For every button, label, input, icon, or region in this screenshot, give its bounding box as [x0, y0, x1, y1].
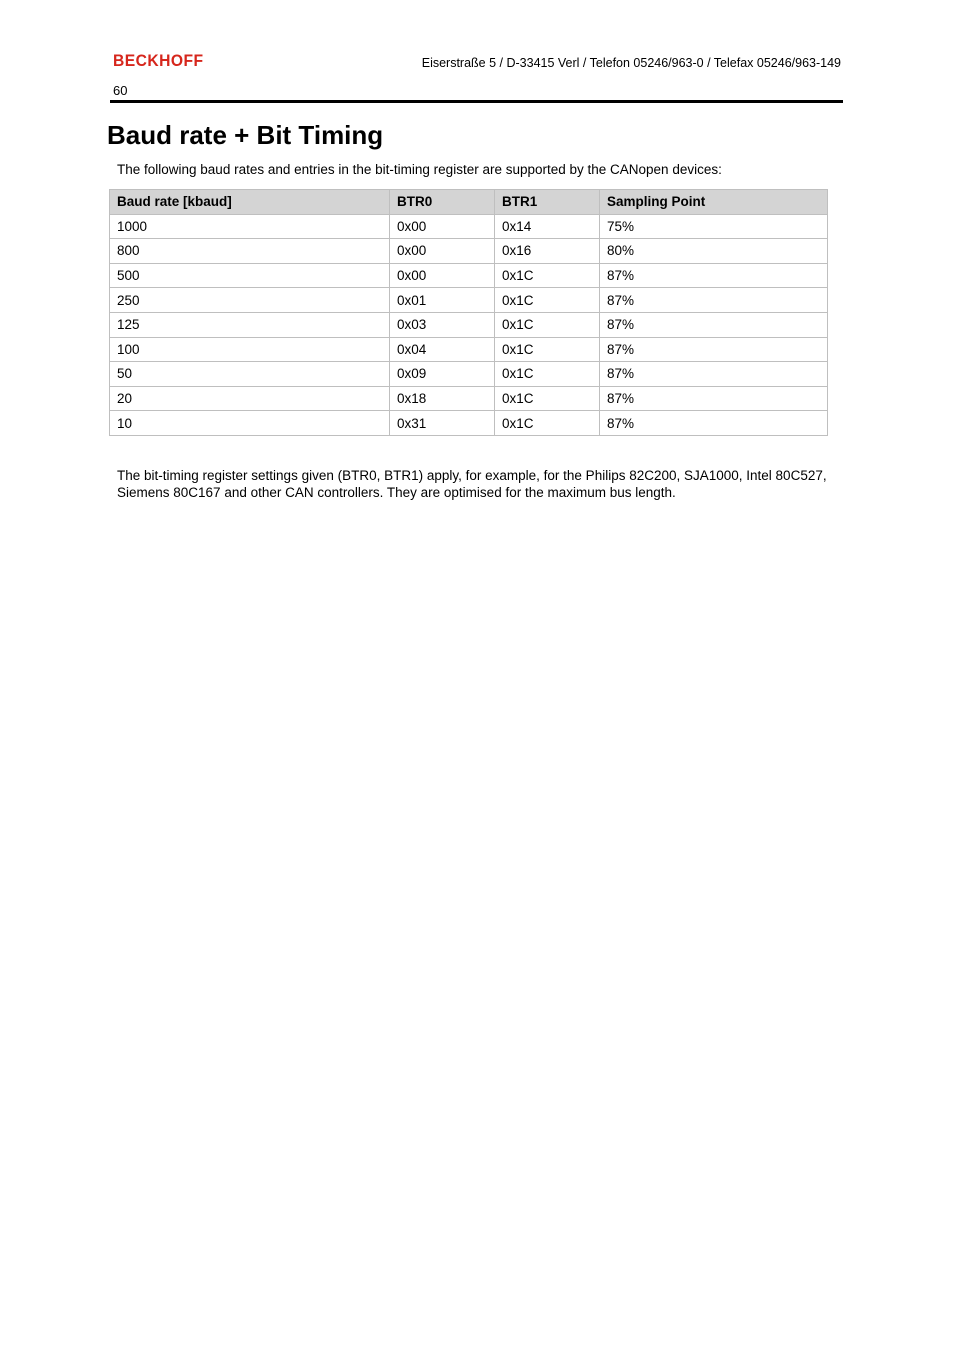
cell-sampling-point: 87%	[600, 288, 828, 313]
cell-btr0: 0x01	[390, 288, 495, 313]
header-divider	[110, 100, 843, 103]
table-row	[110, 239, 828, 264]
cell-baud-rate: 250	[110, 288, 390, 313]
cell-sampling-point: 75%	[600, 214, 828, 239]
cell-sampling-point: 87%	[600, 263, 828, 288]
cell-btr0: 0x00	[390, 214, 495, 239]
cell-baud-rate: 100	[110, 337, 390, 362]
table-row	[110, 288, 828, 313]
cell-btr1: 0x1C	[495, 312, 600, 337]
table-header-row	[110, 190, 828, 215]
company-address: Eiserstraße 5 / D-33415 Verl / Telefon 05246/963-0 / Telefax 05246/963-149	[421, 56, 841, 70]
beckhoff-logo: BECKHOFF	[113, 51, 204, 70]
cell-btr0: 0x03	[390, 312, 495, 337]
cell-baud-rate: 10	[110, 411, 390, 436]
cell-btr1: 0x1C	[495, 337, 600, 362]
cell-btr1: 0x1C	[495, 362, 600, 387]
cell-baud-rate: 50	[110, 362, 390, 387]
cell-sampling-point: 87%	[600, 362, 828, 387]
cell-baud-rate: 20	[110, 386, 390, 411]
cell-btr0: 0x31	[390, 411, 495, 436]
cell-baud-rate: 500	[110, 263, 390, 288]
cell-btr0: 0x00	[390, 263, 495, 288]
cell-sampling-point: 87%	[600, 411, 828, 436]
header-baud-rate: Baud rate [kbaud]	[110, 190, 390, 215]
cell-btr0: 0x04	[390, 337, 495, 362]
cell-btr1: 0x1C	[495, 386, 600, 411]
table-row	[110, 362, 828, 387]
header-sampling-point: Sampling Point	[600, 190, 828, 215]
controller-note: The bit-timing register settings given (BTR0, BTR1) apply, for example, for the Philips 82C200, SJA1000, Intel 80C527, Siemens 80C167 and other CAN controllers. They are optimised for the maximum bus length.	[117, 468, 827, 500]
cell-btr1: 0x1C	[495, 288, 600, 313]
table-row	[110, 337, 828, 362]
page-title: Baud rate + Bit Timing	[107, 120, 384, 150]
table-row	[110, 214, 828, 239]
page-number: 60	[113, 83, 128, 98]
table-row	[110, 263, 828, 288]
table-row	[110, 312, 828, 337]
header-btr0: BTR0	[390, 190, 495, 215]
table-row	[110, 386, 828, 411]
cell-sampling-point: 87%	[600, 337, 828, 362]
table-row	[110, 411, 828, 436]
intro-text: The following baud rates and entries in the bit-timing register are supported by the CANopen devices:	[117, 162, 722, 177]
cell-baud-rate: 1000	[110, 214, 390, 239]
cell-btr1: 0x1C	[495, 263, 600, 288]
cell-btr0: 0x00	[390, 239, 495, 264]
header-btr1: BTR1	[495, 190, 600, 215]
cell-baud-rate: 800	[110, 239, 390, 264]
cell-sampling-point: 80%	[600, 239, 828, 264]
cell-baud-rate: 125	[110, 312, 390, 337]
cell-sampling-point: 87%	[600, 386, 828, 411]
cell-btr1: 0x14	[495, 214, 600, 239]
cell-sampling-point: 87%	[600, 312, 828, 337]
baud-rate-table	[109, 189, 828, 436]
cell-btr0: 0x18	[390, 386, 495, 411]
cell-btr1: 0x1C	[495, 411, 600, 436]
cell-btr0: 0x09	[390, 362, 495, 387]
cell-btr1: 0x16	[495, 239, 600, 264]
